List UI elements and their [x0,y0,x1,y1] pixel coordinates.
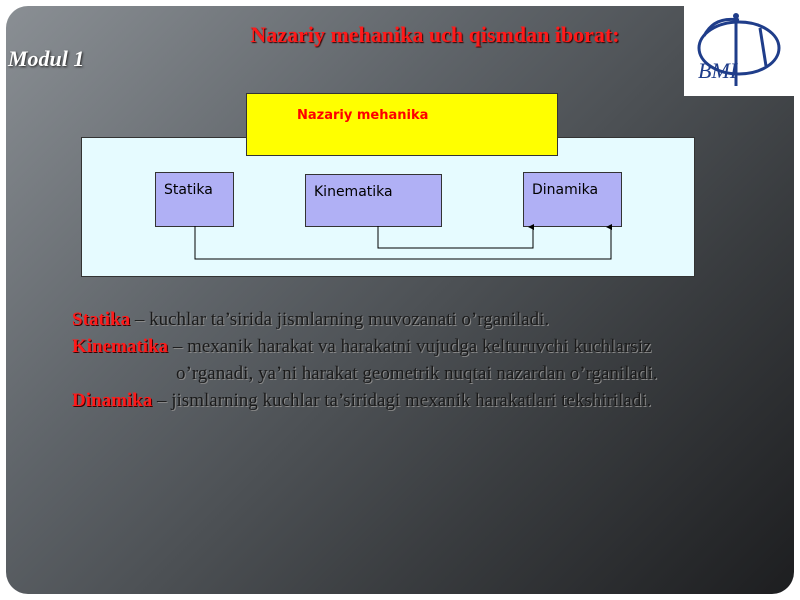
term-statika: Statika [72,309,131,330]
slide-title: Nazariy mehanika uch qismdan iborat: [250,22,620,47]
term-kinematika: Kinematika [72,336,169,357]
definition-kinematika [72,333,792,360]
node-kinematika-label: Kinematika [314,184,393,200]
diagram-root-box [246,93,558,156]
definitions-block [72,306,792,414]
term-dinamika: Dinamika [72,390,153,411]
diagram-root-label: Nazariy mehanika [297,108,429,123]
definition-kinematika-text-2: o’rganadi, ya’ni harakat geometrik nuqtai nazardan o’rganiladi. [176,363,658,384]
bmi-logo [684,6,794,96]
definition-kinematika-text: – mexanik harakat va harakatni vujudga kelturuvchi kuchlarsiz [168,336,652,357]
module-label: Modul 1 [8,46,85,71]
node-kinematika [305,174,442,227]
definition-statika-text: – kuchlar ta’sirida jismlarning muvozanati o’rganiladi. [130,309,550,330]
node-statika-label: Statika [164,182,213,198]
node-dinamika [523,172,622,227]
definition-dinamika-text: – jismlarning kuchlar ta’siridagi mexanik harakatlari tekshiriladi. [152,390,652,411]
logo-text: BMI [698,58,738,83]
definition-kinematika-continued [72,360,792,387]
bmi-logo-icon [684,6,794,96]
node-statika [155,172,234,227]
definition-statika [72,306,792,333]
definition-dinamika [72,387,792,414]
node-dinamika-label: Dinamika [532,182,599,198]
